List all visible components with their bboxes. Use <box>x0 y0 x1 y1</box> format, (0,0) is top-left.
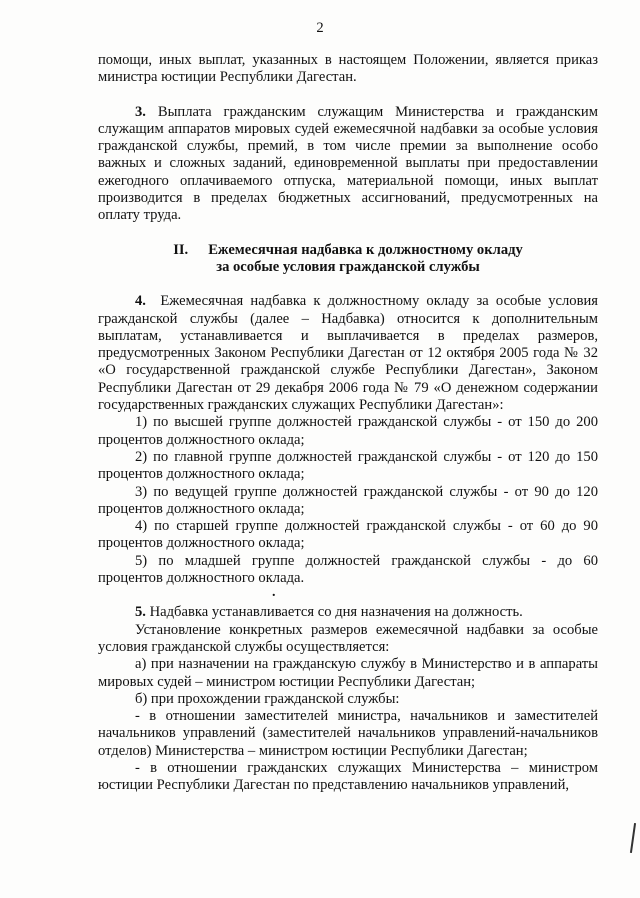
paragraph-4 <box>98 293 598 414</box>
subitem-b-1: - в отношении заместителей министра, начальников и заместителей начальников управлений (заместителей начальников управлений-начальников отделов) Министерства – министром юстиции Республики Дагестан; <box>98 708 598 759</box>
section-number: II. <box>173 241 189 258</box>
list-item: 1) по высшей группе должностей гражданской службы - от 150 до 200 процентов должностного оклада; <box>98 414 598 448</box>
subitem-b-2: - в отношении гражданских служащих Министерства – министром юстиции Республики Дагестан по представлению начальников управлений, <box>98 759 598 794</box>
paragraph-3 <box>98 104 598 225</box>
page-number: 2 <box>316 20 324 36</box>
paragraph-5 <box>98 604 598 621</box>
list-item: 2) по главной группе должностей гражданской службы - от 120 до 150 процентов должностного оклада; <box>98 448 598 483</box>
paragraph-continuation: помощи, иных выплат, указанных в настоящем Положении, является приказ министра юстиции Республики Дагестан. <box>98 52 598 86</box>
paragraph-number: 3. <box>135 103 146 120</box>
section-title-line-1: Ежемесячная надбавка к должностному окладу <box>208 241 523 258</box>
subitem-b: б) при прохождении гражданской службы: <box>135 690 400 707</box>
subitem-a: а) при назначении на гражданскую службу в Министерство и в аппараты мировых судей – министром юстиции Республики Дагестан; <box>98 656 598 690</box>
paragraph-5-line-2: Установление конкретных размеров ежемесячной надбавки за особые условия гражданской службы осуществляется: <box>98 621 598 655</box>
section-heading <box>98 242 598 277</box>
section-heading-line-1 <box>98 242 598 259</box>
section-title-line-2: за особые условия гражданской службы <box>216 258 480 275</box>
paragraph-text: Выплата гражданским служащим Министерства и гражданским служащим аппаратов мировых судей ежемесячной надбавки за особые условия гражданской службы, премий, в том числе премии за выполнение особо важных и сложных заданий, единовременной выплаты при предоставлении ежегодного оплачиваемого отпуска, материальной помощи, иных выплат производится в пределах бюджетных ассигнований, предусмотренных на оплату труда. <box>98 103 598 224</box>
paragraph-number: 4. <box>135 293 146 310</box>
list-item: 4) по старшей группе должностей гражданской службы - от 60 до 90 процентов должностного оклада; <box>98 518 598 552</box>
scan-edge-mark <box>630 823 636 853</box>
paragraph-text: Надбавка устанавливается со дня назначения на должность. <box>149 604 523 621</box>
paragraph-number: 5. <box>135 604 146 621</box>
paragraph-text: Ежемесячная надбавка к должностному окладу за особые условия гражданской службы (далее – Надбавка) относится к дополнительным выплатам, устанавливается и выплачивается в пределах размеров, предусмотренных Законом Республики Дагестан от 12 октября 2005 года № 32 «О государственной гражданской службе Республики Дагестан», Законом Республики Дагестан от 29 декабря 2006 года № 79 «О денежном содержании государственных гражданских служащих Республики Дагестан»: <box>98 293 598 414</box>
document-body <box>98 52 598 795</box>
list-item: 5) по младшей группе должностей гражданской службы - до 60 процентов должностного оклада. <box>98 552 598 587</box>
list-item: 3) по ведущей группе должностей гражданской службы - от 90 до 120 процентов должностного оклада; <box>98 483 598 517</box>
scan-speck: . <box>272 585 276 600</box>
